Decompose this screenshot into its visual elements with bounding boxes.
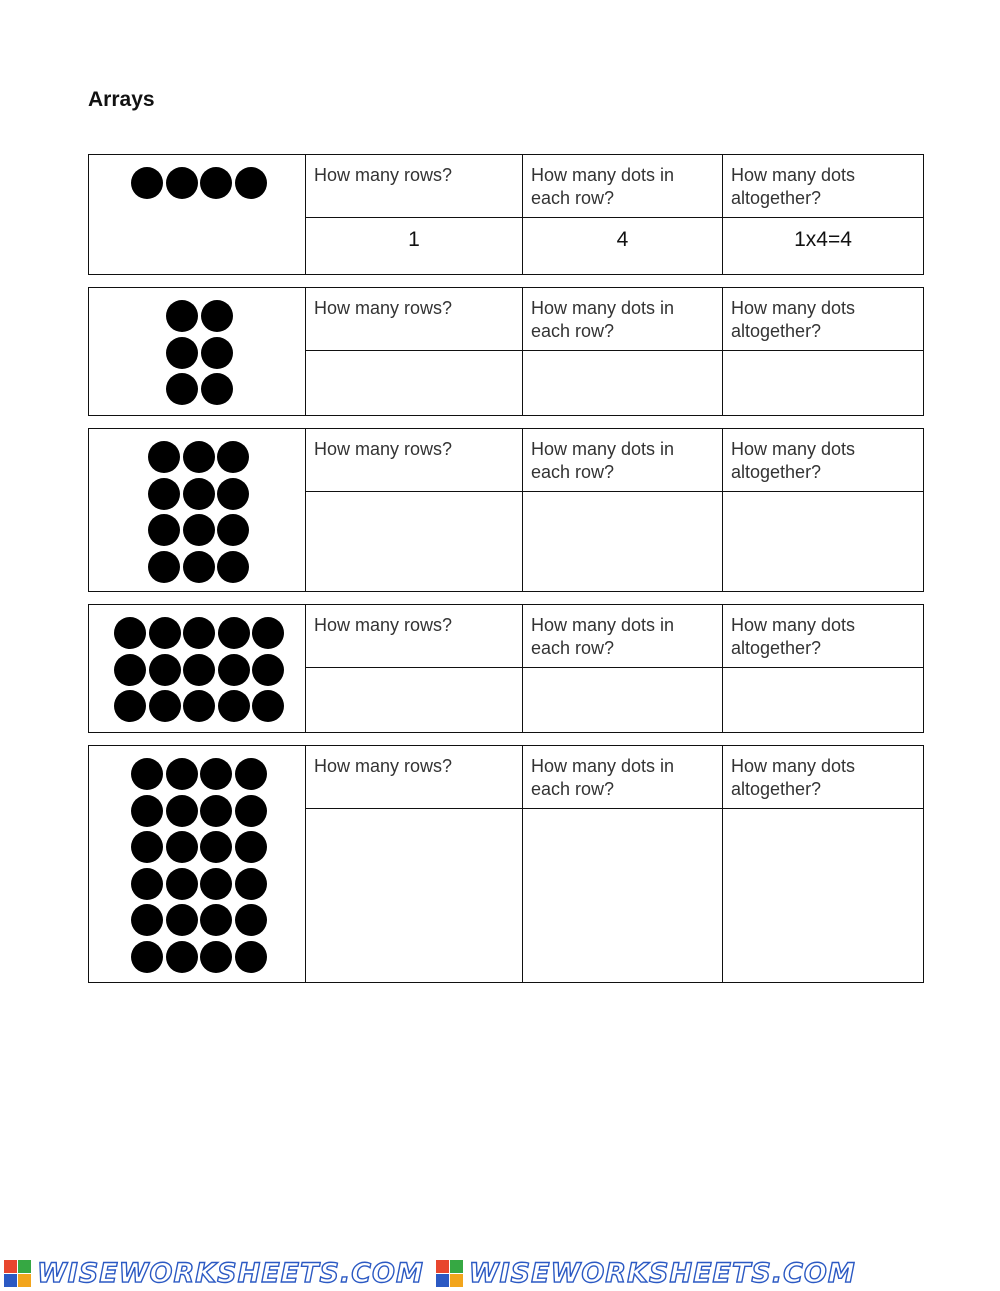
question-rows: How many rows?	[306, 746, 523, 809]
dot	[166, 758, 198, 790]
dot	[183, 654, 215, 686]
question-total: How many dots altogether?	[723, 605, 924, 668]
dot	[218, 654, 250, 686]
dot	[200, 868, 232, 900]
dot	[200, 758, 232, 790]
dot	[200, 831, 232, 863]
array-table-1	[88, 154, 924, 275]
dot-grid	[131, 167, 267, 199]
question-dots-per-row: How many dots in each row?	[523, 746, 723, 809]
dot	[235, 831, 267, 863]
question-total: How many dots altogether?	[723, 288, 924, 351]
dot	[200, 904, 232, 936]
answer-dots-per-row[interactable]	[523, 492, 723, 592]
dot	[114, 654, 146, 686]
dot	[235, 868, 267, 900]
brand-name: WISEWORKSHEETS.COM	[468, 1257, 856, 1289]
answer-dots-per-row[interactable]	[523, 809, 723, 983]
page-title: Arrays	[88, 88, 155, 111]
dot	[183, 478, 215, 510]
dot-grid	[114, 617, 284, 722]
dot-grid	[166, 300, 233, 405]
question-total: How many dots altogether?	[723, 746, 924, 809]
question-dots-per-row: How many dots in each row?	[523, 429, 723, 492]
dot	[148, 514, 180, 546]
dot	[149, 690, 181, 722]
answer-dots-per-row[interactable]: 4	[523, 218, 723, 275]
dot	[131, 831, 163, 863]
question-total: How many dots altogether?	[723, 155, 924, 218]
logo-blocks-icon	[4, 1260, 31, 1287]
dot	[166, 167, 198, 199]
dot-array-4	[89, 605, 306, 733]
dot	[166, 868, 198, 900]
dot	[131, 758, 163, 790]
question-rows: How many rows?	[306, 155, 523, 218]
dot	[200, 941, 232, 973]
dot	[235, 758, 267, 790]
dot	[166, 831, 198, 863]
question-total: How many dots altogether?	[723, 429, 924, 492]
dot	[114, 617, 146, 649]
answer-total[interactable]: 1x4=4	[723, 218, 924, 275]
array-table-5	[88, 745, 924, 983]
dot	[217, 514, 249, 546]
dot	[218, 690, 250, 722]
answer-total[interactable]	[723, 809, 924, 983]
array-table-3	[88, 428, 924, 592]
answer-dots-per-row[interactable]	[523, 351, 723, 416]
answer-total[interactable]	[723, 492, 924, 592]
logo-blocks-icon	[436, 1260, 463, 1287]
dot-array-3	[89, 429, 306, 592]
dot	[217, 551, 249, 583]
answer-total[interactable]	[723, 668, 924, 733]
brand-logo	[4, 1258, 424, 1289]
dot	[131, 795, 163, 827]
dot	[183, 441, 215, 473]
answer-dots-per-row[interactable]	[523, 668, 723, 733]
brand-logo	[436, 1258, 856, 1289]
dot	[148, 478, 180, 510]
dot	[252, 690, 284, 722]
dot	[201, 373, 233, 405]
answer-rows[interactable]	[306, 809, 523, 983]
dot	[201, 300, 233, 332]
dot	[148, 551, 180, 583]
answer-rows[interactable]	[306, 351, 523, 416]
dot	[131, 868, 163, 900]
dot	[166, 373, 198, 405]
dot	[183, 551, 215, 583]
dot	[131, 941, 163, 973]
dot	[217, 441, 249, 473]
dot	[218, 617, 250, 649]
dot	[148, 441, 180, 473]
dot	[131, 904, 163, 936]
dot	[200, 795, 232, 827]
dot-grid	[131, 758, 267, 973]
dot	[235, 904, 267, 936]
answer-total[interactable]	[723, 351, 924, 416]
dot	[131, 167, 163, 199]
question-dots-per-row: How many dots in each row?	[523, 288, 723, 351]
answer-rows[interactable]	[306, 668, 523, 733]
dot	[252, 617, 284, 649]
dot-grid	[148, 441, 249, 583]
dot	[166, 337, 198, 369]
question-dots-per-row: How many dots in each row?	[523, 605, 723, 668]
dot	[235, 941, 267, 973]
question-rows: How many rows?	[306, 429, 523, 492]
answer-rows[interactable]	[306, 492, 523, 592]
dot	[235, 795, 267, 827]
answer-rows[interactable]: 1	[306, 218, 523, 275]
dot-array-2	[89, 288, 306, 416]
question-dots-per-row: How many dots in each row?	[523, 155, 723, 218]
question-rows: How many rows?	[306, 288, 523, 351]
dot	[166, 904, 198, 936]
dot	[252, 654, 284, 686]
dot	[183, 690, 215, 722]
dot-array-1	[89, 155, 306, 275]
dot-array-5	[89, 746, 306, 983]
question-rows: How many rows?	[306, 605, 523, 668]
dot	[200, 167, 232, 199]
array-table-2	[88, 287, 924, 416]
dot	[166, 300, 198, 332]
dot	[166, 795, 198, 827]
dot	[217, 478, 249, 510]
dot	[235, 167, 267, 199]
array-table-4	[88, 604, 924, 733]
brand-name: WISEWORKSHEETS.COM	[37, 1257, 424, 1289]
dot	[183, 514, 215, 546]
dot	[114, 690, 146, 722]
dot	[149, 617, 181, 649]
footer-watermark	[0, 1255, 1000, 1291]
dot	[201, 337, 233, 369]
dot	[166, 941, 198, 973]
dot	[149, 654, 181, 686]
dot	[183, 617, 215, 649]
